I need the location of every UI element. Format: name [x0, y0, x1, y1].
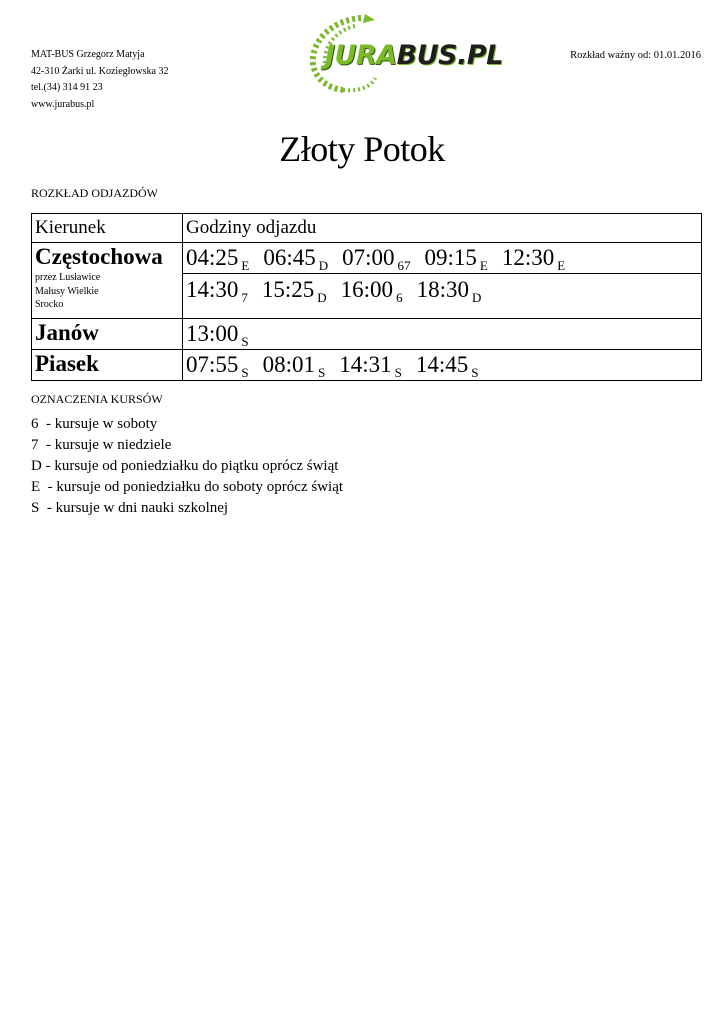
course-code: S — [471, 365, 479, 380]
valid-from: Rozkład ważny od: 01.01.2016 — [570, 50, 701, 61]
time-value: 07:00 — [342, 245, 395, 270]
times-line — [186, 319, 701, 349]
schedule-table — [31, 213, 702, 381]
schedule-label: ROZKŁAD ODJAZDÓW — [31, 186, 158, 200]
departure-time — [186, 352, 249, 380]
table-row — [32, 349, 701, 380]
departure-time — [186, 245, 250, 273]
via-stop: Srocko — [35, 299, 64, 310]
departure-time — [263, 245, 329, 273]
course-code: 7 — [241, 290, 248, 305]
direction-name: Janów — [35, 320, 99, 345]
departure-time — [424, 245, 488, 273]
course-code: S — [394, 365, 402, 380]
time-value: 12:30 — [501, 245, 555, 270]
departure-time — [262, 352, 326, 380]
legend-list — [31, 414, 343, 519]
course-code: E — [557, 258, 566, 273]
legend-item: 6 - kursuje w soboty — [31, 416, 158, 432]
time-value: 13:00 — [186, 321, 239, 346]
course-code: S — [241, 334, 249, 349]
course-code: D — [471, 290, 482, 305]
legend-label: OZNACZENIA KURSÓW — [31, 392, 163, 406]
via-stops — [35, 271, 182, 316]
via-stop: Małusy Wielkie — [35, 285, 99, 297]
direction-cell — [32, 243, 183, 318]
course-code: 6 — [396, 290, 403, 305]
legend-item: 7 - kursuje w niedziele — [31, 437, 172, 453]
direction-name: Częstochowa — [35, 244, 163, 269]
departure-times-cell — [183, 243, 701, 318]
departure-time — [339, 352, 402, 380]
jurabus-logo — [303, 12, 503, 94]
direction-name: Piasek — [35, 351, 99, 376]
table-row — [32, 242, 701, 318]
company-name: MAT-BUS Grzegorz Matyja — [31, 49, 145, 60]
times-line — [186, 243, 701, 273]
departure-time — [186, 277, 248, 305]
departure-time — [501, 245, 566, 273]
time-value: 15:25 — [261, 277, 315, 302]
column-header-times: Godziny odjazdu — [186, 217, 317, 238]
company-address: 42-310 Żarki ul. Koziegłowska 32 — [31, 65, 169, 77]
logo-text: JURABUS.PL — [325, 40, 503, 71]
time-value: 14:31 — [339, 352, 392, 377]
via-stop: przez Lusławice — [35, 272, 101, 283]
page-title: Złoty Potok — [279, 129, 445, 169]
course-code: E — [479, 258, 488, 273]
departure-time — [416, 277, 482, 305]
departure-times-cell — [183, 350, 701, 380]
time-value: 14:45 — [415, 352, 469, 377]
time-value: 16:00 — [340, 277, 394, 302]
column-header-direction: Kierunek — [32, 214, 183, 242]
time-value: 04:25 — [186, 245, 239, 270]
course-code: D — [317, 290, 327, 305]
direction-cell — [32, 319, 183, 349]
legend-item: S - kursuje w dni nauki szkolnej — [31, 500, 229, 516]
departure-times-cell — [183, 319, 701, 349]
time-value: 08:01 — [262, 352, 316, 377]
times-line — [183, 273, 701, 318]
table-row — [32, 318, 701, 349]
company-phone: tel.(34) 314 91 23 — [31, 82, 103, 93]
legend-item: D - kursuje od poniedziałku do piątku oprócz świąt — [31, 458, 339, 474]
course-code: 67 — [397, 258, 411, 273]
departure-time — [261, 277, 327, 305]
course-code: D — [318, 258, 329, 273]
time-value: 07:55 — [186, 352, 239, 377]
company-website: www.jurabus.pl — [31, 98, 95, 110]
departure-time — [342, 245, 411, 273]
course-code: S — [241, 365, 249, 380]
company-info — [31, 47, 168, 113]
course-code: S — [318, 365, 326, 380]
time-value: 09:15 — [424, 245, 477, 270]
departure-time — [186, 321, 249, 349]
table-header-row — [32, 214, 701, 242]
departure-time — [415, 352, 479, 380]
direction-cell — [32, 350, 183, 380]
departure-time — [340, 277, 403, 305]
course-code: E — [241, 258, 250, 273]
time-value: 18:30 — [416, 277, 469, 302]
time-value: 14:30 — [186, 277, 239, 302]
time-value: 06:45 — [263, 245, 316, 270]
legend-item: E - kursuje od poniedziałku do soboty oprócz świąt — [31, 479, 344, 495]
times-line — [186, 350, 701, 380]
